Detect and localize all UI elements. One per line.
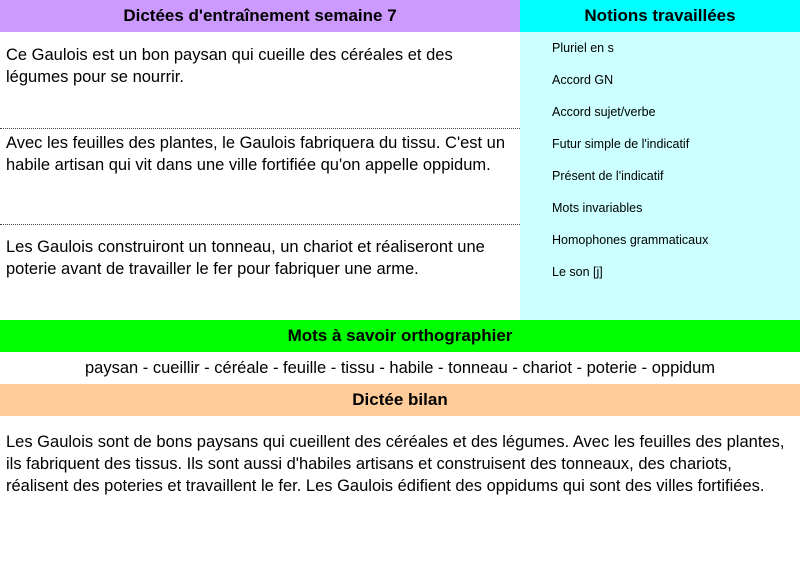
notion-item: Présent de l'indicatif bbox=[552, 169, 664, 183]
notions-header bbox=[520, 0, 800, 32]
notion-item: Le son [j] bbox=[552, 265, 603, 279]
dictee-2: Avec les feuilles des plantes, le Gaulois fabriquera du tissu. C'est un habile artisan qui vit dans une ville fortifiée qu'on appelle oppidum. bbox=[6, 134, 506, 174]
bilan-text bbox=[0, 416, 800, 576]
notion-item: Accord sujet/verbe bbox=[552, 105, 656, 119]
mots-list bbox=[0, 352, 800, 384]
mots-list-text: paysan - cueillir - céréale - feuille - tissu - habile - tonneau - chariot - poterie - oppidum bbox=[84, 358, 716, 377]
notion-item: Homophones grammaticaux bbox=[552, 233, 709, 247]
bilan-paragraph: Les Gaulois sont de bons paysans qui cueillent des céréales et des légumes. Avec les feuilles des plantes, ils fabriquent des tissus. Ils sont aussi d'habiles artisans et construisent des tonneaux, des chariots, réalisent des poteries et travaillent le fer. Les Gaulois édifient des oppidums qui sont des villes fortifiées. bbox=[6, 433, 785, 495]
dictee-1: Ce Gaulois est un bon paysan qui cueille des céréales et des légumes pour se nourrir. bbox=[6, 46, 453, 86]
dictees-panel bbox=[0, 32, 520, 320]
dictee-separator bbox=[0, 224, 520, 225]
bilan-title: Dictée bilan bbox=[352, 390, 448, 409]
mots-header bbox=[0, 320, 800, 352]
notions-title: Notions travaillées bbox=[584, 6, 736, 25]
notion-item: Pluriel en s bbox=[552, 41, 614, 55]
notion-item: Mots invariables bbox=[552, 201, 643, 215]
dictee-separator bbox=[0, 128, 520, 129]
dictee-3: Les Gaulois construiront un tonneau, un chariot et réaliseront une poterie avant de travailler le fer pour fabriquer une arme. bbox=[6, 238, 485, 278]
notion-item: Accord GN bbox=[552, 73, 614, 87]
notion-item: Futur simple de l'indicatif bbox=[552, 137, 690, 151]
mots-title: Mots à savoir orthographier bbox=[287, 326, 513, 345]
bilan-header bbox=[0, 384, 800, 416]
notions-panel bbox=[520, 32, 800, 320]
dictees-header bbox=[0, 0, 520, 32]
dictees-title: Dictées d'entraînement semaine 7 bbox=[123, 6, 397, 25]
